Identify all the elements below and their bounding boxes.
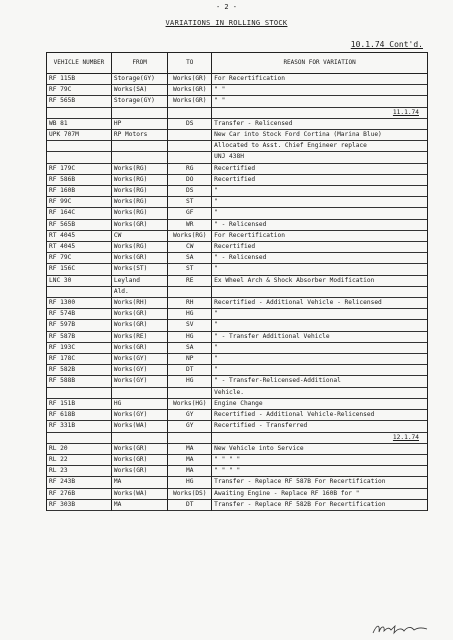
- cell-vehicle: RF 588B: [47, 376, 112, 387]
- cell-vehicle: RF 160B: [47, 186, 112, 197]
- cell-reason: Ex Wheel Arch & Shock Absorber Modification: [212, 275, 428, 286]
- cell-vehicle: RT 4045: [47, 230, 112, 241]
- cell-from: Works(RE): [111, 331, 168, 342]
- cell-reason: For Recertification: [212, 74, 428, 85]
- cell-from: Works(RG): [111, 208, 168, 219]
- table-row: [47, 331, 428, 342]
- cell-vehicle: RF 565B: [47, 96, 112, 107]
- cell-to: HG: [168, 477, 212, 488]
- cell-reason: [212, 286, 428, 297]
- cell-reason: ": [212, 309, 428, 320]
- cell-from: Works(GR): [111, 219, 168, 230]
- cell-reason: " - Relicensed: [212, 219, 428, 230]
- table-row: [47, 354, 428, 365]
- cell-to: [168, 387, 212, 398]
- cell-to: SV: [168, 320, 212, 331]
- table-row: [47, 376, 428, 387]
- cell-from: Works(WA): [111, 488, 168, 499]
- cell-from: Works(GR): [111, 466, 168, 477]
- cell-from: Works(RG): [111, 163, 168, 174]
- cell-from: Works(GR): [111, 443, 168, 454]
- cell-to: ST: [168, 197, 212, 208]
- table-row: [47, 309, 428, 320]
- cell-vehicle: RF 151B: [47, 398, 112, 409]
- cell-from: [111, 141, 168, 152]
- cell-from: HP: [111, 118, 168, 129]
- date-row: [47, 432, 428, 443]
- cell-from: Works(RG): [111, 186, 168, 197]
- cell-reason: Vehicle.: [212, 387, 428, 398]
- cell-from: Works(ST): [111, 264, 168, 275]
- table-row: [47, 242, 428, 253]
- cell-vehicle: RF 178C: [47, 354, 112, 365]
- cell-vehicle: [47, 387, 112, 398]
- cell-to: WR: [168, 219, 212, 230]
- cell-to: RE: [168, 275, 212, 286]
- cell-from: Works(WA): [111, 421, 168, 432]
- cell-from: MA: [111, 499, 168, 510]
- cell-vehicle: RF 156C: [47, 264, 112, 275]
- table-row: [47, 342, 428, 353]
- cell-vehicle: LNC 30: [47, 275, 112, 286]
- cell-reason: Transfer - Replace RF 582B For Recertification: [212, 499, 428, 510]
- cell-vehicle: RF 303B: [47, 499, 112, 510]
- cell-vehicle: RF 574B: [47, 309, 112, 320]
- cell-from: [111, 387, 168, 398]
- cell-from: HG: [111, 398, 168, 409]
- cell-reason: Engine Change: [212, 398, 428, 409]
- table-row: [47, 466, 428, 477]
- cell-to: MA: [168, 443, 212, 454]
- cell-from: Works(GR): [111, 309, 168, 320]
- cell-from: MA: [111, 477, 168, 488]
- cell-vehicle: RF 597B: [47, 320, 112, 331]
- cell-to: [168, 130, 212, 141]
- cell-reason: " - Relicensed: [212, 253, 428, 264]
- cell-vehicle: RL 23: [47, 466, 112, 477]
- table-row: [47, 454, 428, 465]
- cell-reason: New Vehicle into Service: [212, 443, 428, 454]
- table-row: [47, 443, 428, 454]
- page-number: - 2 -: [215, 3, 238, 11]
- cell-to: DO: [168, 174, 212, 185]
- cell-vehicle: RF 164C: [47, 208, 112, 219]
- cell-vehicle: RF 179C: [47, 163, 112, 174]
- cell-reason: " - Transfer Additional Vehicle: [212, 331, 428, 342]
- cell-to: DT: [168, 365, 212, 376]
- cell-from: Works(GY): [111, 354, 168, 365]
- cell-reason: Awaiting Engine - Replace RF 160B for ": [212, 488, 428, 499]
- table-row: [47, 163, 428, 174]
- cell-to: SA: [168, 253, 212, 264]
- cell-vehicle: RF 115B: [47, 74, 112, 85]
- cell-reason: ": [212, 342, 428, 353]
- cell-to: DS: [168, 186, 212, 197]
- cell-from: Storage(GY): [111, 96, 168, 107]
- table-row: [47, 275, 428, 286]
- cell-to: MA: [168, 466, 212, 477]
- table-row: [47, 230, 428, 241]
- cell-vehicle: RT 4045: [47, 242, 112, 253]
- cell-vehicle: RF 276B: [47, 488, 112, 499]
- cell-reason: For Recertification: [212, 230, 428, 241]
- cell-reason: Transfer - Relicensed: [212, 118, 428, 129]
- cell-from: Works(GR): [111, 253, 168, 264]
- cell-reason: Allocated to Asst. Chief Engineer replace: [212, 141, 428, 152]
- table-row: [47, 477, 428, 488]
- table-row: [47, 219, 428, 230]
- table-row: [47, 130, 428, 141]
- cell-from: Works(GY): [111, 376, 168, 387]
- cell-reason: " ": [212, 85, 428, 96]
- table-body: [47, 74, 428, 511]
- cell-to: GF: [168, 208, 212, 219]
- cell-vehicle: RF 618B: [47, 410, 112, 421]
- table-row: [47, 410, 428, 421]
- cell-to: MA: [168, 454, 212, 465]
- cell-vehicle: [47, 152, 112, 163]
- table-row: [47, 186, 428, 197]
- col-header-vehicle: VEHICLE NUMBER: [47, 53, 112, 74]
- cell-reason: Transfer - Replace RF 587B For Recertification: [212, 477, 428, 488]
- cell-from: Storage(GY): [111, 74, 168, 85]
- cell-reason: " ": [212, 96, 428, 107]
- cell-vehicle: RL 20: [47, 443, 112, 454]
- cell-to: Works(HG): [168, 398, 212, 409]
- col-header-reason: REASON FOR VARIATION: [212, 53, 428, 74]
- cell-from: Works(GR): [111, 454, 168, 465]
- table-row: [47, 174, 428, 185]
- cell-to: Works(DS): [168, 488, 212, 499]
- cell-to: SA: [168, 342, 212, 353]
- table-row: [47, 488, 428, 499]
- table-row: [47, 197, 428, 208]
- table-row: [47, 398, 428, 409]
- table-row: [47, 253, 428, 264]
- date-cell: 12.1.74: [212, 432, 428, 443]
- cell-from: Works(RG): [111, 174, 168, 185]
- cell-vehicle: UPK 707M: [47, 130, 112, 141]
- col-header-to: TO: [168, 53, 212, 74]
- cell-from: Works(GR): [111, 342, 168, 353]
- cell-vehicle: [47, 141, 112, 152]
- cell-vehicle: RF 582B: [47, 365, 112, 376]
- table-row: [47, 499, 428, 510]
- cell-vehicle: RF 1300: [47, 298, 112, 309]
- table-row: [47, 118, 428, 129]
- cell-vehicle: RF 243B: [47, 477, 112, 488]
- handwritten-signature: [371, 622, 431, 636]
- cell-from: RP Motors: [111, 130, 168, 141]
- cell-vehicle: RF 565B: [47, 219, 112, 230]
- cell-reason: Recertified: [212, 242, 428, 253]
- cell-reason: ": [212, 197, 428, 208]
- table-row: [47, 421, 428, 432]
- header-date: 10.1.74 Cont'd.: [350, 40, 423, 49]
- cell-from: Works(RG): [111, 242, 168, 253]
- cell-to: HG: [168, 376, 212, 387]
- cell-to: RH: [168, 298, 212, 309]
- cell-from: Works(GY): [111, 410, 168, 421]
- table-header-row: [47, 53, 428, 74]
- cell-reason: ": [212, 354, 428, 365]
- cell-reason: UNJ 438H: [212, 152, 428, 163]
- cell-reason: ": [212, 186, 428, 197]
- cell-vehicle: RF 99C: [47, 197, 112, 208]
- cell-to: Works(GR): [168, 74, 212, 85]
- cell-to: NP: [168, 354, 212, 365]
- cell-from: Works(RG): [111, 197, 168, 208]
- cell-to: RG: [168, 163, 212, 174]
- cell-to: GY: [168, 410, 212, 421]
- table-row: [47, 387, 428, 398]
- cell-to: HG: [168, 331, 212, 342]
- rolling-stock-table: [46, 52, 428, 511]
- cell-from: Works(RH): [111, 298, 168, 309]
- cell-reason: " " " ": [212, 466, 428, 477]
- cell-from: CW: [111, 230, 168, 241]
- cell-reason: Recertified: [212, 163, 428, 174]
- cell-from: Works(GY): [111, 365, 168, 376]
- cell-to: Works(RG): [168, 230, 212, 241]
- cell-reason: Recertified - Additional Vehicle-Relicensed: [212, 410, 428, 421]
- cell-to: DT: [168, 499, 212, 510]
- cell-vehicle: RF 79C: [47, 253, 112, 264]
- table-row: [47, 208, 428, 219]
- cell-to: Works(GR): [168, 96, 212, 107]
- cell-to: [168, 141, 212, 152]
- cell-reason: Recertified - Transferred: [212, 421, 428, 432]
- table-row: [47, 264, 428, 275]
- cell-from: Works(GR): [111, 320, 168, 331]
- col-header-from: FROM: [111, 53, 168, 74]
- cell-reason: Recertified - Additional Vehicle - Relicensed: [212, 298, 428, 309]
- cell-to: DS: [168, 118, 212, 129]
- cell-to: Works(GR): [168, 85, 212, 96]
- cell-reason: " " " ": [212, 454, 428, 465]
- table-row: [47, 365, 428, 376]
- cell-to: HG: [168, 309, 212, 320]
- cell-vehicle: [47, 286, 112, 297]
- cell-reason: Recertified: [212, 174, 428, 185]
- cell-to: CW: [168, 242, 212, 253]
- cell-reason: ": [212, 264, 428, 275]
- table-row: [47, 74, 428, 85]
- cell-vehicle: RF 193C: [47, 342, 112, 353]
- date-row: [47, 107, 428, 118]
- cell-to: GY: [168, 421, 212, 432]
- cell-reason: ": [212, 208, 428, 219]
- cell-reason: ": [212, 320, 428, 331]
- cell-vehicle: WB 81: [47, 118, 112, 129]
- table-row: [47, 152, 428, 163]
- date-cell: 11.1.74: [212, 107, 428, 118]
- cell-from: [111, 152, 168, 163]
- cell-vehicle: RF 331B: [47, 421, 112, 432]
- table-row: [47, 85, 428, 96]
- table-row: [47, 320, 428, 331]
- cell-vehicle: RF 79C: [47, 85, 112, 96]
- cell-from: Works(SA): [111, 85, 168, 96]
- cell-from: Leyland: [111, 275, 168, 286]
- table-row: [47, 96, 428, 107]
- cell-to: [168, 152, 212, 163]
- cell-to: [168, 286, 212, 297]
- cell-reason: " - Transfer-Relicensed-Additional: [212, 376, 428, 387]
- table-row: [47, 298, 428, 309]
- cell-from: Ald.: [111, 286, 168, 297]
- cell-vehicle: RF 586B: [47, 174, 112, 185]
- cell-reason: New Car into Stock Ford Cortina (Marina Blue): [212, 130, 428, 141]
- cell-vehicle: RL 22: [47, 454, 112, 465]
- table-row: [47, 141, 428, 152]
- cell-reason: ": [212, 365, 428, 376]
- table-row: [47, 286, 428, 297]
- cell-vehicle: RF 587B: [47, 331, 112, 342]
- document-title: VARIATIONS IN ROLLING STOCK: [165, 19, 288, 27]
- cell-to: ST: [168, 264, 212, 275]
